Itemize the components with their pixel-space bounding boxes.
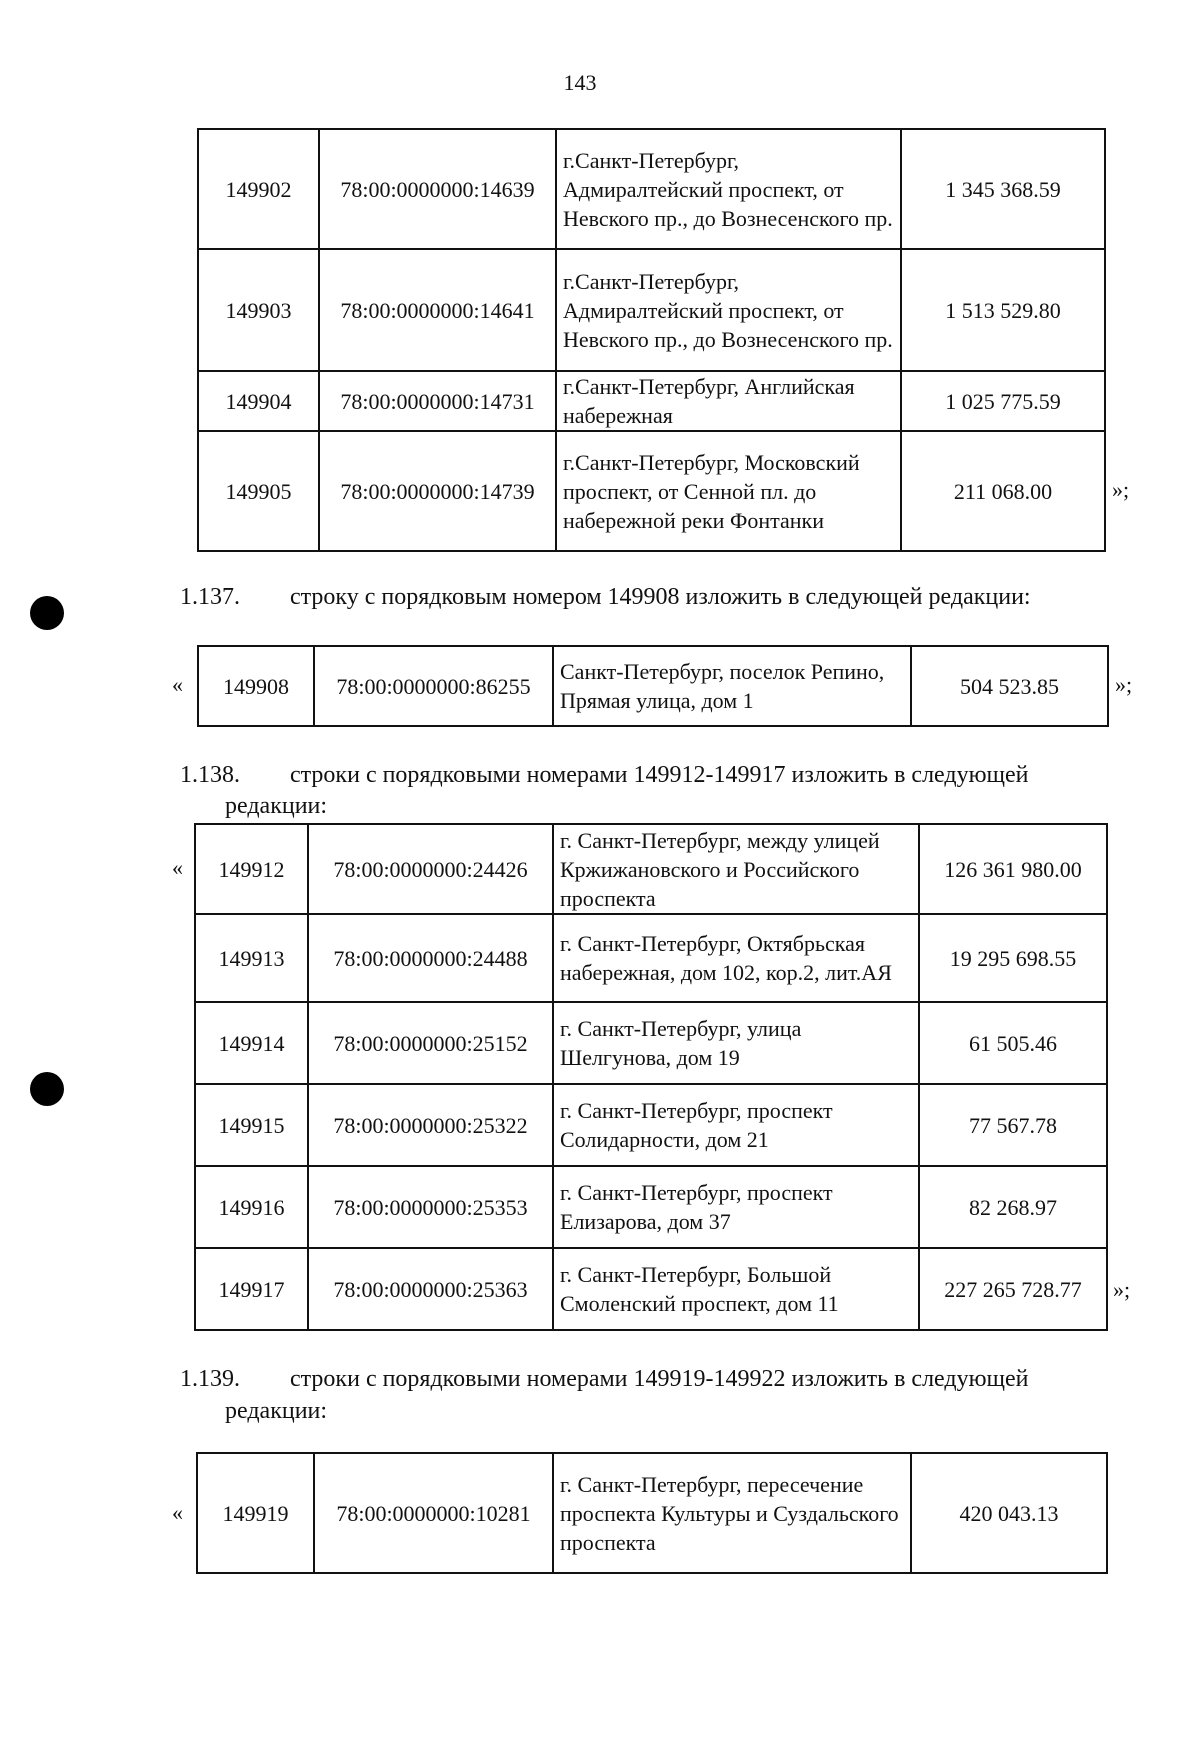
section-text: редакции: (225, 1398, 328, 1424)
row-number-cell: 149914 (195, 1002, 308, 1084)
close-quote: »; (1113, 1277, 1131, 1302)
section-137-table (197, 645, 1109, 727)
row-number-cell: 149913 (195, 914, 308, 1002)
row-number-cell: 149904 (198, 371, 319, 431)
address-cell: г. Санкт-Петербург, проспект Солидарности, дом 21 (553, 1084, 919, 1166)
cadastral-number-cell: 78:00:0000000:25353 (308, 1166, 553, 1248)
address-cell: г. Санкт-Петербург, улица Шелгунова, дом 19 (553, 1002, 919, 1084)
cadastral-number-cell: 78:00:0000000:25152 (308, 1002, 553, 1084)
cadastral-number-cell: 78:00:0000000:24488 (308, 914, 553, 1002)
section-text: редакции: (225, 793, 328, 819)
amount-cell: 1 345 368.59 (901, 129, 1105, 249)
cadastral-number-cell: 78:00:0000000:14639 (319, 129, 556, 249)
section-138-paragraph (180, 759, 1144, 792)
page-number: 143 (563, 70, 597, 95)
row-number-cell: 149917 (195, 1248, 308, 1330)
cadastral-number-cell: 78:00:0000000:14739 (319, 431, 556, 551)
amount-cell: 61 505.46 (919, 1002, 1107, 1084)
section-text: строку с порядковым номером 149908 изложить в следующей редакции: (290, 584, 1031, 610)
row-number-cell: 149916 (195, 1166, 308, 1248)
amount-cell: 1 025 775.59 (901, 371, 1105, 431)
address-cell: г. Санкт-Петербург, проспект Елизарова, дом 37 (553, 1166, 919, 1248)
close-quote: »; (1115, 672, 1133, 697)
amount-cell: 504 523.85 (911, 646, 1108, 726)
section-139-paragraph-continuation (225, 1395, 625, 1428)
address-cell: г. Санкт-Петербург, пересечение проспекта Культуры и Суздальского проспекта (553, 1453, 911, 1573)
cadastral-number-cell: 78:00:0000000:25322 (308, 1084, 553, 1166)
row-number-cell: 149915 (195, 1084, 308, 1166)
cadastral-number-cell: 78:00:0000000:14641 (319, 249, 556, 371)
section-139-table (196, 1452, 1108, 1574)
amount-cell: 82 268.97 (919, 1166, 1107, 1248)
table-row (195, 1248, 1107, 1330)
punch-hole-mark (30, 596, 64, 630)
section-number: 1.137. (180, 584, 240, 610)
table-row (195, 914, 1107, 1002)
section-number: 1.138. (180, 762, 240, 788)
table-row (198, 371, 1105, 431)
amount-cell: 420 043.13 (911, 1453, 1107, 1573)
amount-cell: 1 513 529.80 (901, 249, 1105, 371)
section-number: 1.139. (180, 1366, 240, 1392)
table-row (198, 646, 1108, 726)
table-row (198, 431, 1105, 551)
section-138-paragraph-continuation (225, 790, 625, 823)
table-row (198, 129, 1105, 249)
address-cell: г.Санкт-Петербург, Английская набережная (556, 371, 901, 431)
section-text: строки с порядковыми номерами 149912-149917 изложить в следующей (290, 762, 1029, 788)
cadastral-number-cell: 78:00:0000000:14731 (319, 371, 556, 431)
row-number-cell: 149905 (198, 431, 319, 551)
cadastral-number-cell: 78:00:0000000:25363 (308, 1248, 553, 1330)
address-cell: г.Санкт-Петербург, Адмиралтейский проспект, от Невского пр., до Вознесенского пр. (556, 249, 901, 371)
cadastral-number-cell: 78:00:0000000:86255 (314, 646, 553, 726)
address-cell: Санкт-Петербург, поселок Репино, Прямая улица, дом 1 (553, 646, 911, 726)
cadastral-number-cell: 78:00:0000000:24426 (308, 824, 553, 914)
section-137-paragraph (180, 581, 1144, 614)
row-number-cell: 149903 (198, 249, 319, 371)
row-number-cell: 149912 (195, 824, 308, 914)
amount-cell: 126 361 980.00 (919, 824, 1107, 914)
amount-cell: 19 295 698.55 (919, 914, 1107, 1002)
table-row (198, 249, 1105, 371)
amount-cell: 77 567.78 (919, 1084, 1107, 1166)
address-cell: г. Санкт-Петербург, Большой Смоленский проспект, дом 11 (553, 1248, 919, 1330)
table-row (197, 1453, 1107, 1573)
open-quote: « (172, 672, 183, 697)
table-row (195, 824, 1107, 914)
punch-hole-mark (30, 1072, 64, 1106)
section-138-table (194, 823, 1108, 1331)
close-quote: »; (1112, 477, 1130, 502)
amount-cell: 211 068.00 (901, 431, 1105, 551)
table-row (195, 1002, 1107, 1084)
cadastral-number-cell: 78:00:0000000:10281 (314, 1453, 553, 1573)
table-row (195, 1084, 1107, 1166)
continued-table (197, 128, 1106, 552)
open-quote: « (172, 855, 183, 880)
amount-cell: 227 265 728.77 (919, 1248, 1107, 1330)
row-number-cell: 149902 (198, 129, 319, 249)
table-row (195, 1166, 1107, 1248)
section-139-paragraph (180, 1363, 1144, 1396)
address-cell: г.Санкт-Петербург, Адмиралтейский проспект, от Невского пр., до Вознесенского пр. (556, 129, 901, 249)
address-cell: г.Санкт-Петербург, Московский проспект, от Сенной пл. до набережной реки Фонтанки (556, 431, 901, 551)
section-text: строки с порядковыми номерами 149919-149922 изложить в следующей (290, 1366, 1029, 1392)
open-quote: « (172, 1500, 183, 1525)
address-cell: г. Санкт-Петербург, Октябрьская набережная, дом 102, кор.2, лит.АЯ (553, 914, 919, 1002)
row-number-cell: 149919 (197, 1453, 314, 1573)
row-number-cell: 149908 (198, 646, 314, 726)
address-cell: г. Санкт-Петербург, между улицей Кржижановского и Российского проспекта (553, 824, 919, 914)
